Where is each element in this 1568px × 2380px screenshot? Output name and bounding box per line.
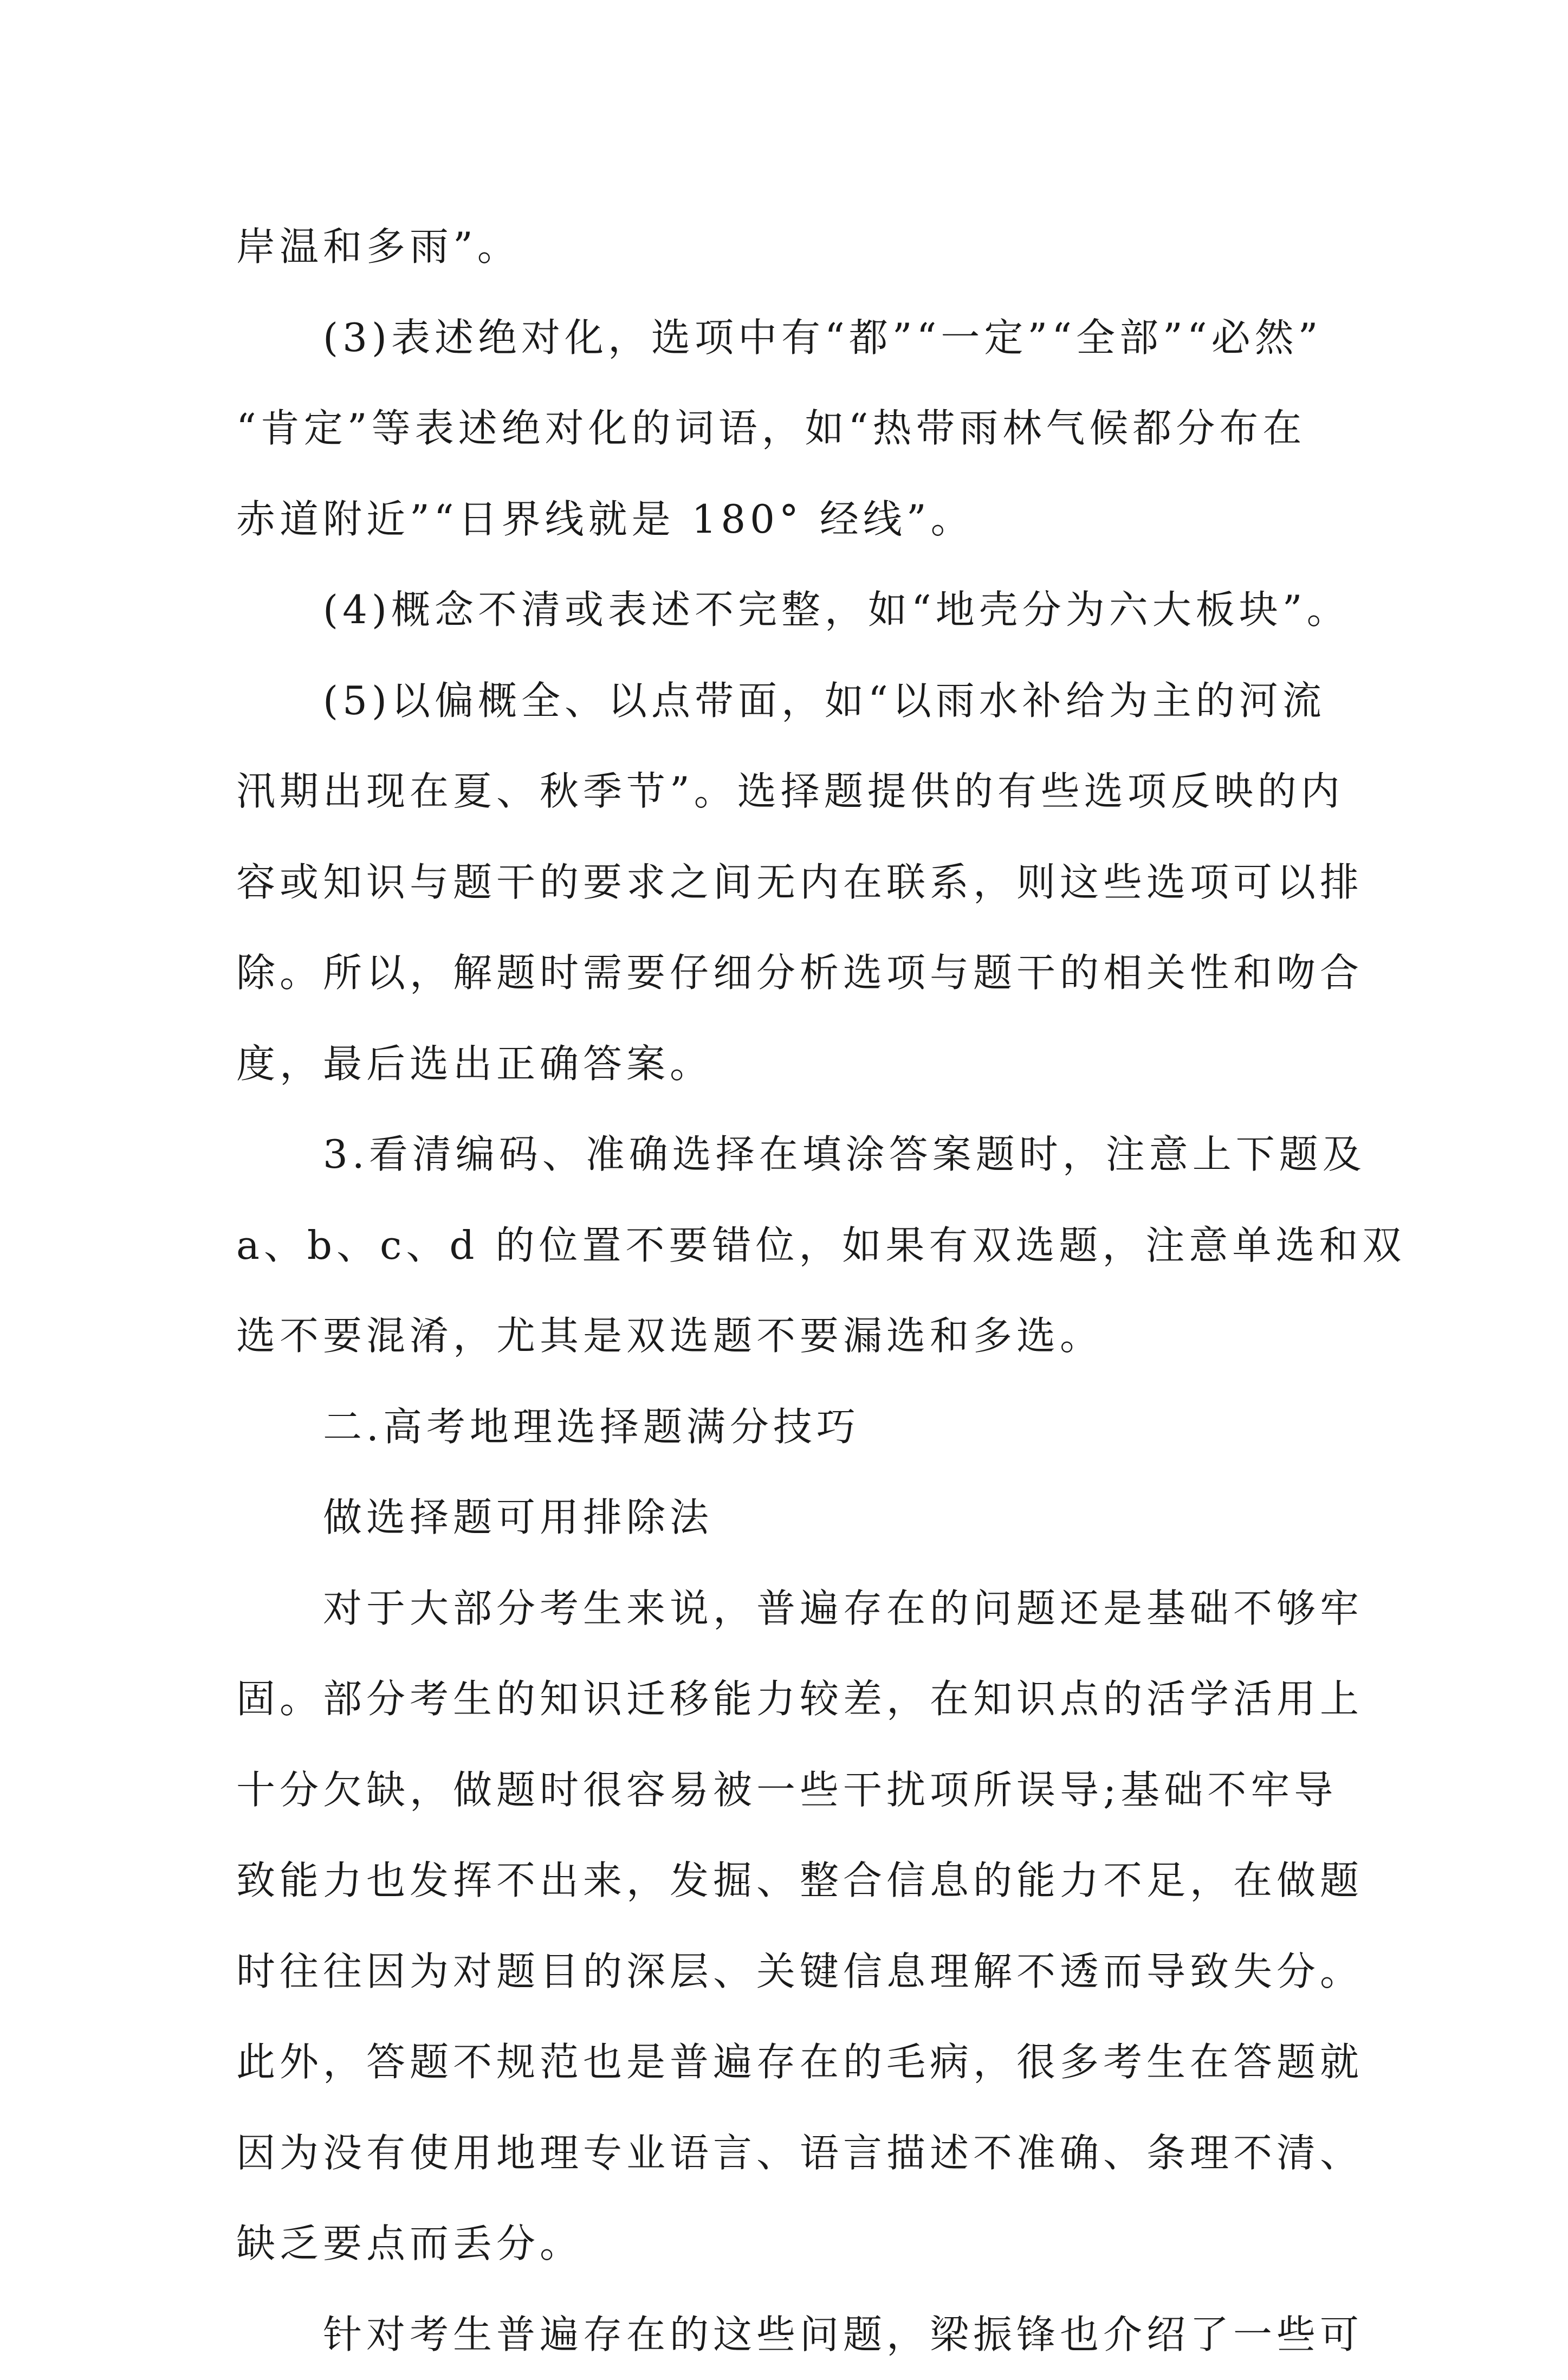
text-line: 对于大部分考生来说，普遍存在的问题还是基础不够牢 <box>236 1563 1342 1654</box>
text-line: 赤道附近”“日界线就是 180° 经线”。 <box>236 474 1342 565</box>
text-line: (5)以偏概全、以点带面，如“以雨水补给为主的河流 <box>236 656 1342 747</box>
text-line: 致能力也发挥不出来，发掘、整合信息的能力不足，在做题 <box>236 1835 1342 1926</box>
text-line: 缺乏要点而丢分。 <box>236 2198 1342 2290</box>
text-line: 3.看清编码、准确选择在填涂答案题时，注意上下题及 <box>236 1109 1342 1200</box>
text-line: 容或知识与题干的要求之间无内在联系，则这些选项可以排 <box>236 837 1342 928</box>
text-line: 选不要混淆，尤其是双选题不要漏选和多选。 <box>236 1291 1342 1382</box>
document-body <box>236 202 1342 2380</box>
text-line: 岸温和多雨”。 <box>236 202 1342 293</box>
text-line: 此外，答题不规范也是普遍存在的毛病，很多考生在答题就 <box>236 2017 1342 2108</box>
text-line: 因为没有使用地理专业语言、语言描述不准确、条理不清、 <box>236 2108 1342 2199</box>
text-line: a、b、c、d 的位置不要错位，如果有双选题，注意单选和双 <box>236 1200 1342 1291</box>
text-line: 度，最后选出正确答案。 <box>236 1019 1342 1110</box>
subsection-heading: 做选择题可用排除法 <box>236 1472 1342 1563</box>
text-line: 针对考生普遍存在的这些问题，梁振锋也介绍了一些可 <box>236 2290 1342 2380</box>
text-line: 汛期出现在夏、秋季节”。选择题提供的有些选项反映的内 <box>236 746 1342 837</box>
text-line: 十分欠缺，做题时很容易被一些干扰项所误导;基础不牢导 <box>236 1745 1342 1836</box>
section-heading: 二.高考地理选择题满分技巧 <box>236 1382 1342 1473</box>
text-line: 除。所以，解题时需要仔细分析选项与题干的相关性和吻合 <box>236 928 1342 1019</box>
text-line: (4)概念不清或表述不完整，如“地壳分为六大板块”。 <box>236 565 1342 656</box>
text-line: 固。部分考生的知识迁移能力较差，在知识点的活学活用上 <box>236 1654 1342 1745</box>
text-line: 时往往因为对题目的深层、关键信息理解不透而导致失分。 <box>236 1926 1342 2017</box>
text-line: “肯定”等表述绝对化的词语，如“热带雨林气候都分布在 <box>236 383 1342 474</box>
text-line: (3)表述绝对化，选项中有“都”“一定”“全部”“必然” <box>236 293 1342 384</box>
